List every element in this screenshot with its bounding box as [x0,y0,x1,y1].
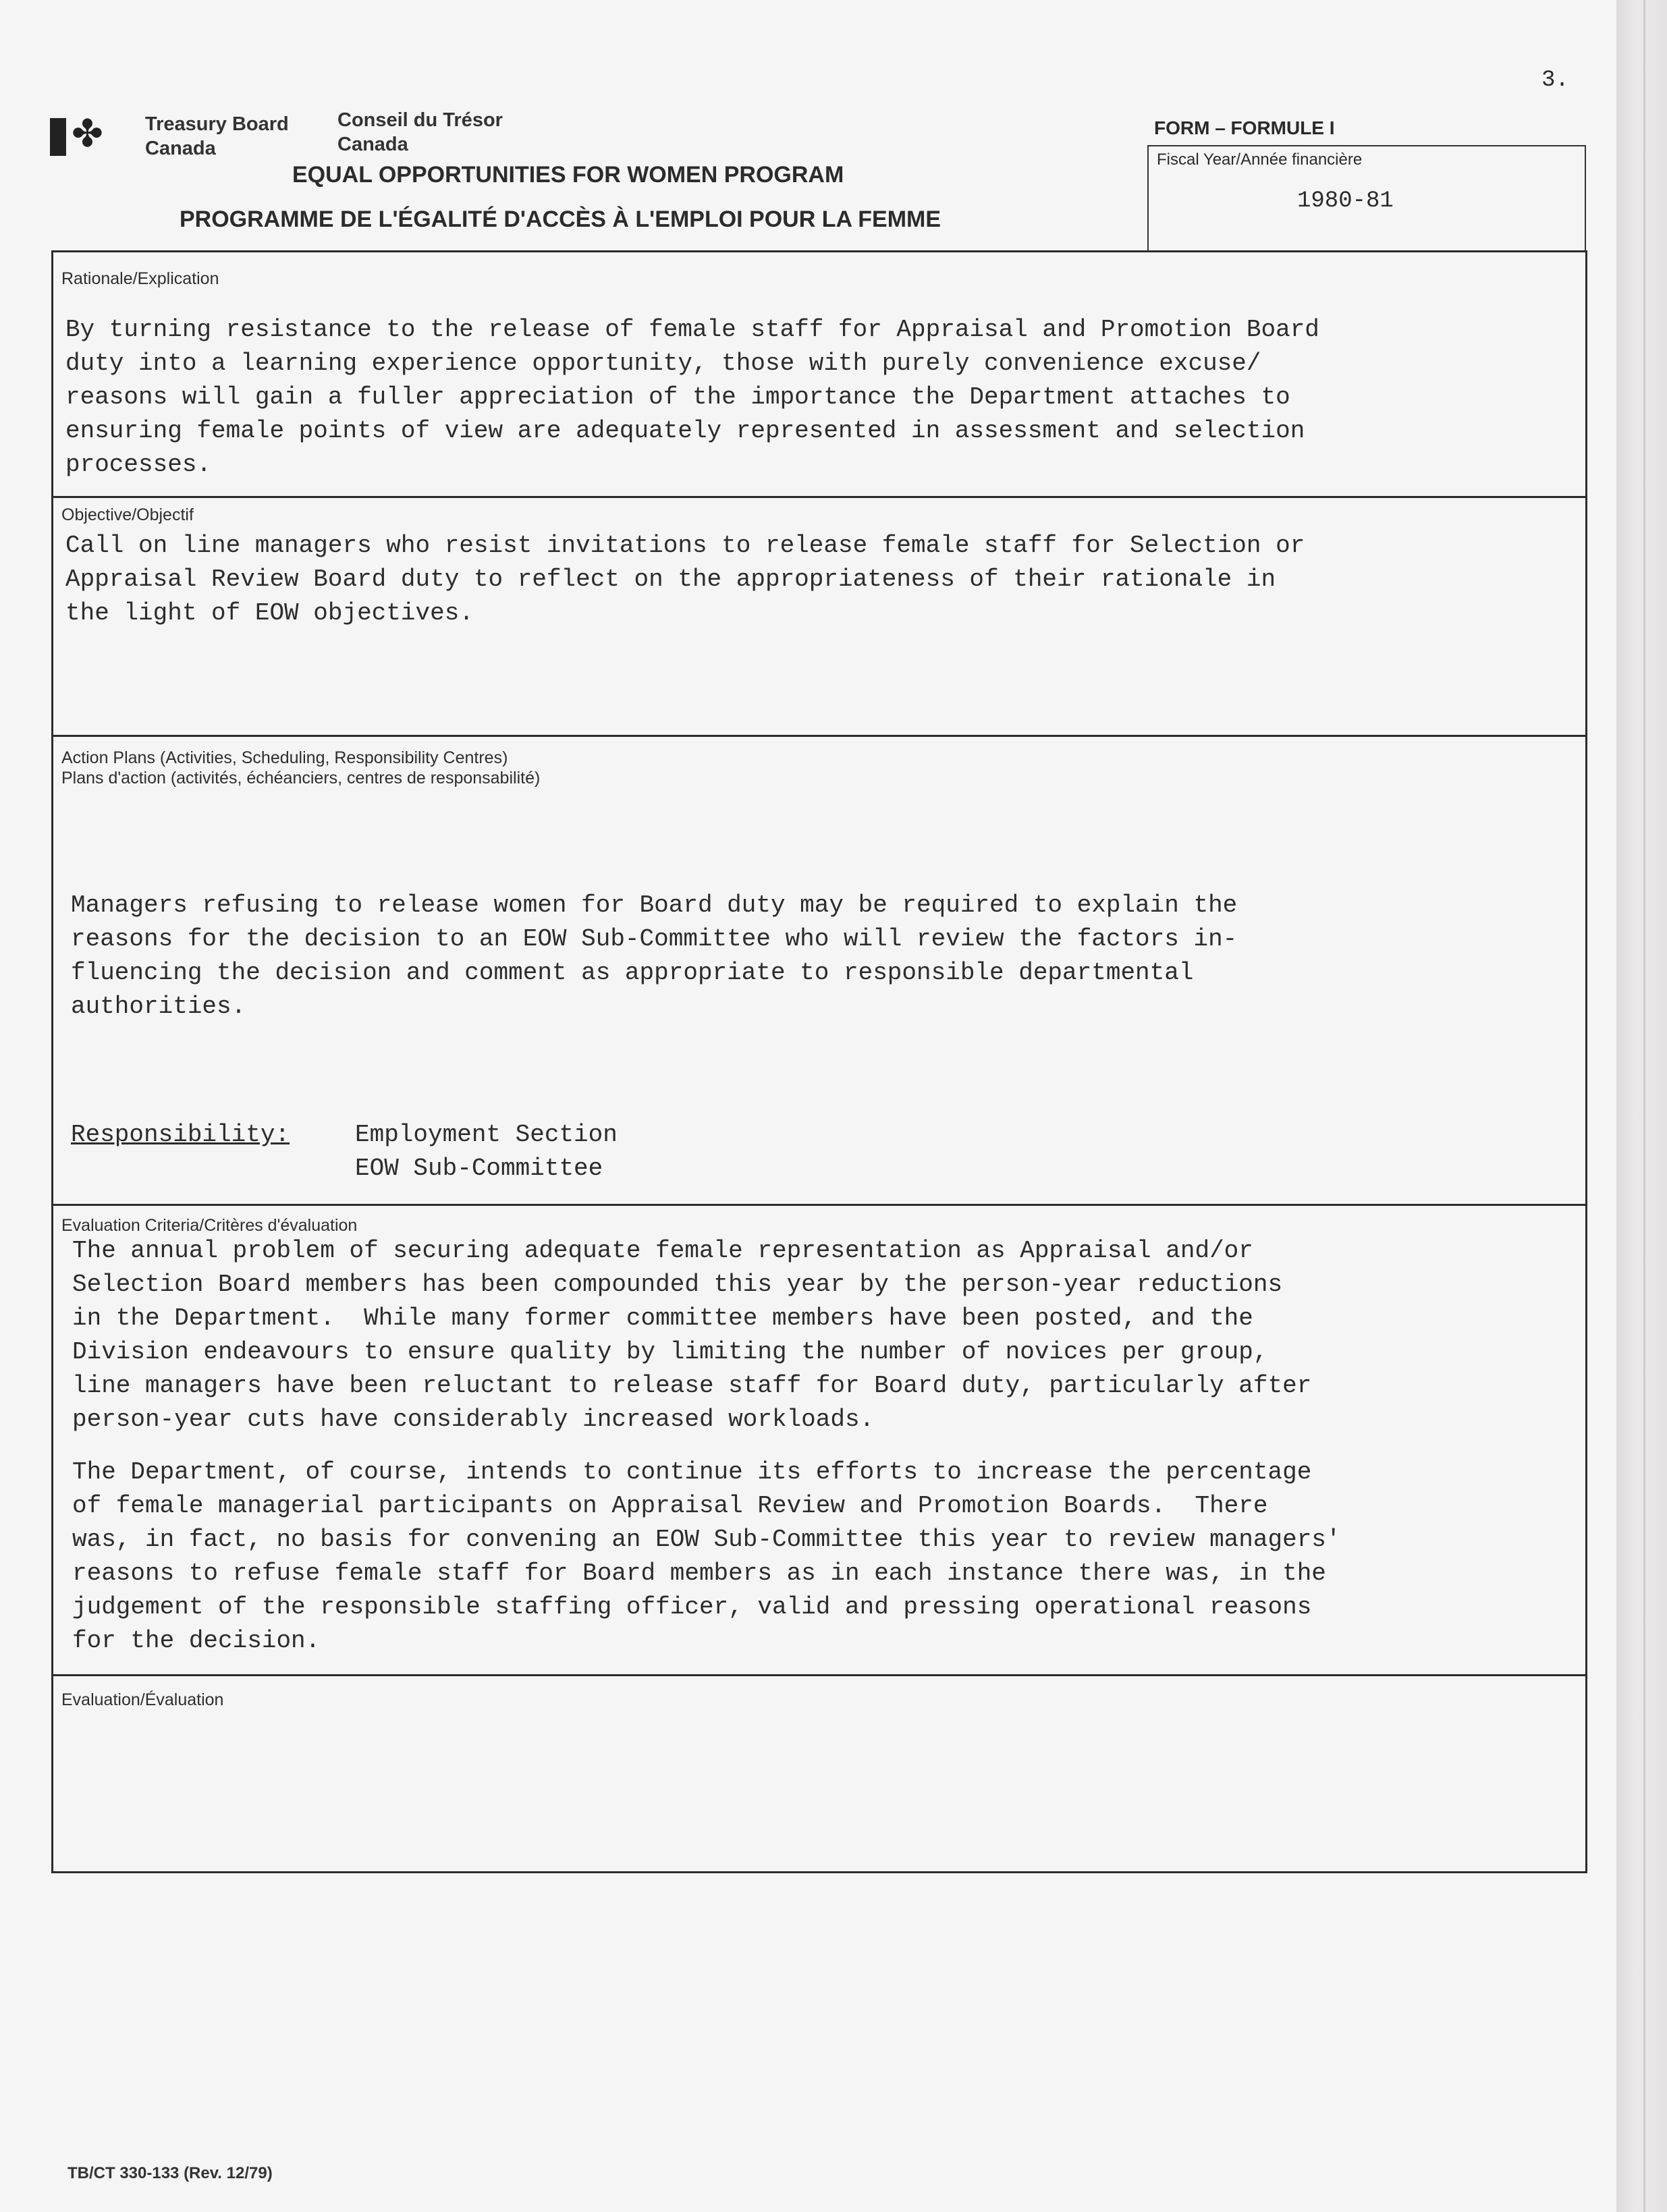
form-label: FORM – FORMULE I [1154,117,1335,138]
evaluation-criteria-label: Evaluation Criteria/Critères d'évaluation [61,1216,358,1235]
responsibility-value: Employment Section EOW Sub-Committee [355,1121,618,1182]
rationale-section [53,252,1585,498]
fiscal-year-box [1147,145,1586,252]
action-plans-label: Action Plans (Activities, Scheduling, Responsibility Centres) Plans d'action (activités, échéanciers, centres de responsabilité) [61,748,541,787]
flag-bar-icon [50,118,66,156]
form-grid [51,250,1587,1873]
org-name-french: Conseil du Trésor Canada [337,109,503,155]
page-edge-line [1643,0,1645,2212]
page-number: 3. [1541,67,1569,93]
action-plans-section [53,737,1585,1206]
evaluation-section [53,1676,1585,1873]
form-number-footer: TB/CT 330-133 (Rev. 12/79) [67,2164,273,2182]
maple-leaf-icon: ✤ [72,112,103,156]
evaluation-criteria-paragraph-2: The Department, of course, intends to continue its efforts to increase the percentage of female managerial participants on Appraisal Review and Promotion Boards. There was, in fact, no basis for convening an EOW Sub-Committee this year to review managers' reasons to refuse female staff for Board members as in each instance there was, in the judgement of the responsible staffing officer, valid and pressing operational reasons for the decision. [72,1458,1341,1655]
rationale-label: Rationale/Explication [61,269,219,288]
program-title-french: PROGRAMME DE L'ÉGALITÉ D'ACCÈS À L'EMPLOI POUR LA FEMME [180,206,941,232]
fiscal-year-value: 1980-81 [1297,188,1394,214]
page-edge-shadow [1616,0,1667,2212]
org-name-english: Treasury Board Canada [145,113,289,159]
rationale-text: By turning resistance to the release of female staff for Appraisal and Promotion Board duty into a learning experience opportunity, those with purely convenience excuse/ reasons will gain a fuller appreciation of the importance the Department attaches to ensuring female points of view are adequately represented in assessment and selection processes. [65,316,1319,478]
evaluation-criteria-paragraph-1: The annual problem of securing adequate female representation as Appraisal and/or Selection Board members has been compounded this year by the person-year reductions in the Department. While many former committee members have been posted, and the Division endeavours to ensure quality by limiting the number of novices per group, line managers have been reluctant to release staff for Board duty, particularly after person-year cuts have considerably increased workloads. [72,1237,1312,1433]
responsibility-label: Responsibility: [71,1121,290,1149]
objective-section [53,498,1585,737]
action-plans-text: Managers refusing to release women for Board duty may be required to explain the reasons for the decision to an EOW Sub-Committee who will review the factors in- fluencing the decision and comment as appropriate to responsible departmental authorities. [71,891,1238,1020]
evaluation-criteria-section [53,1206,1585,1676]
evaluation-label: Evaluation/Évaluation [61,1690,224,1709]
objective-label: Objective/Objectif [61,505,194,524]
program-title-english: EQUAL OPPORTUNITIES FOR WOMEN PROGRAM [292,162,844,188]
fiscal-year-label: Fiscal Year/Année financière [1157,150,1363,169]
canada-wordmark [50,112,115,156]
objective-text: Call on line managers who resist invitations to release female staff for Selection or Appraisal Review Board duty to reflect on the appropriateness of their rationale in the light of EOW objectives. [65,532,1305,627]
